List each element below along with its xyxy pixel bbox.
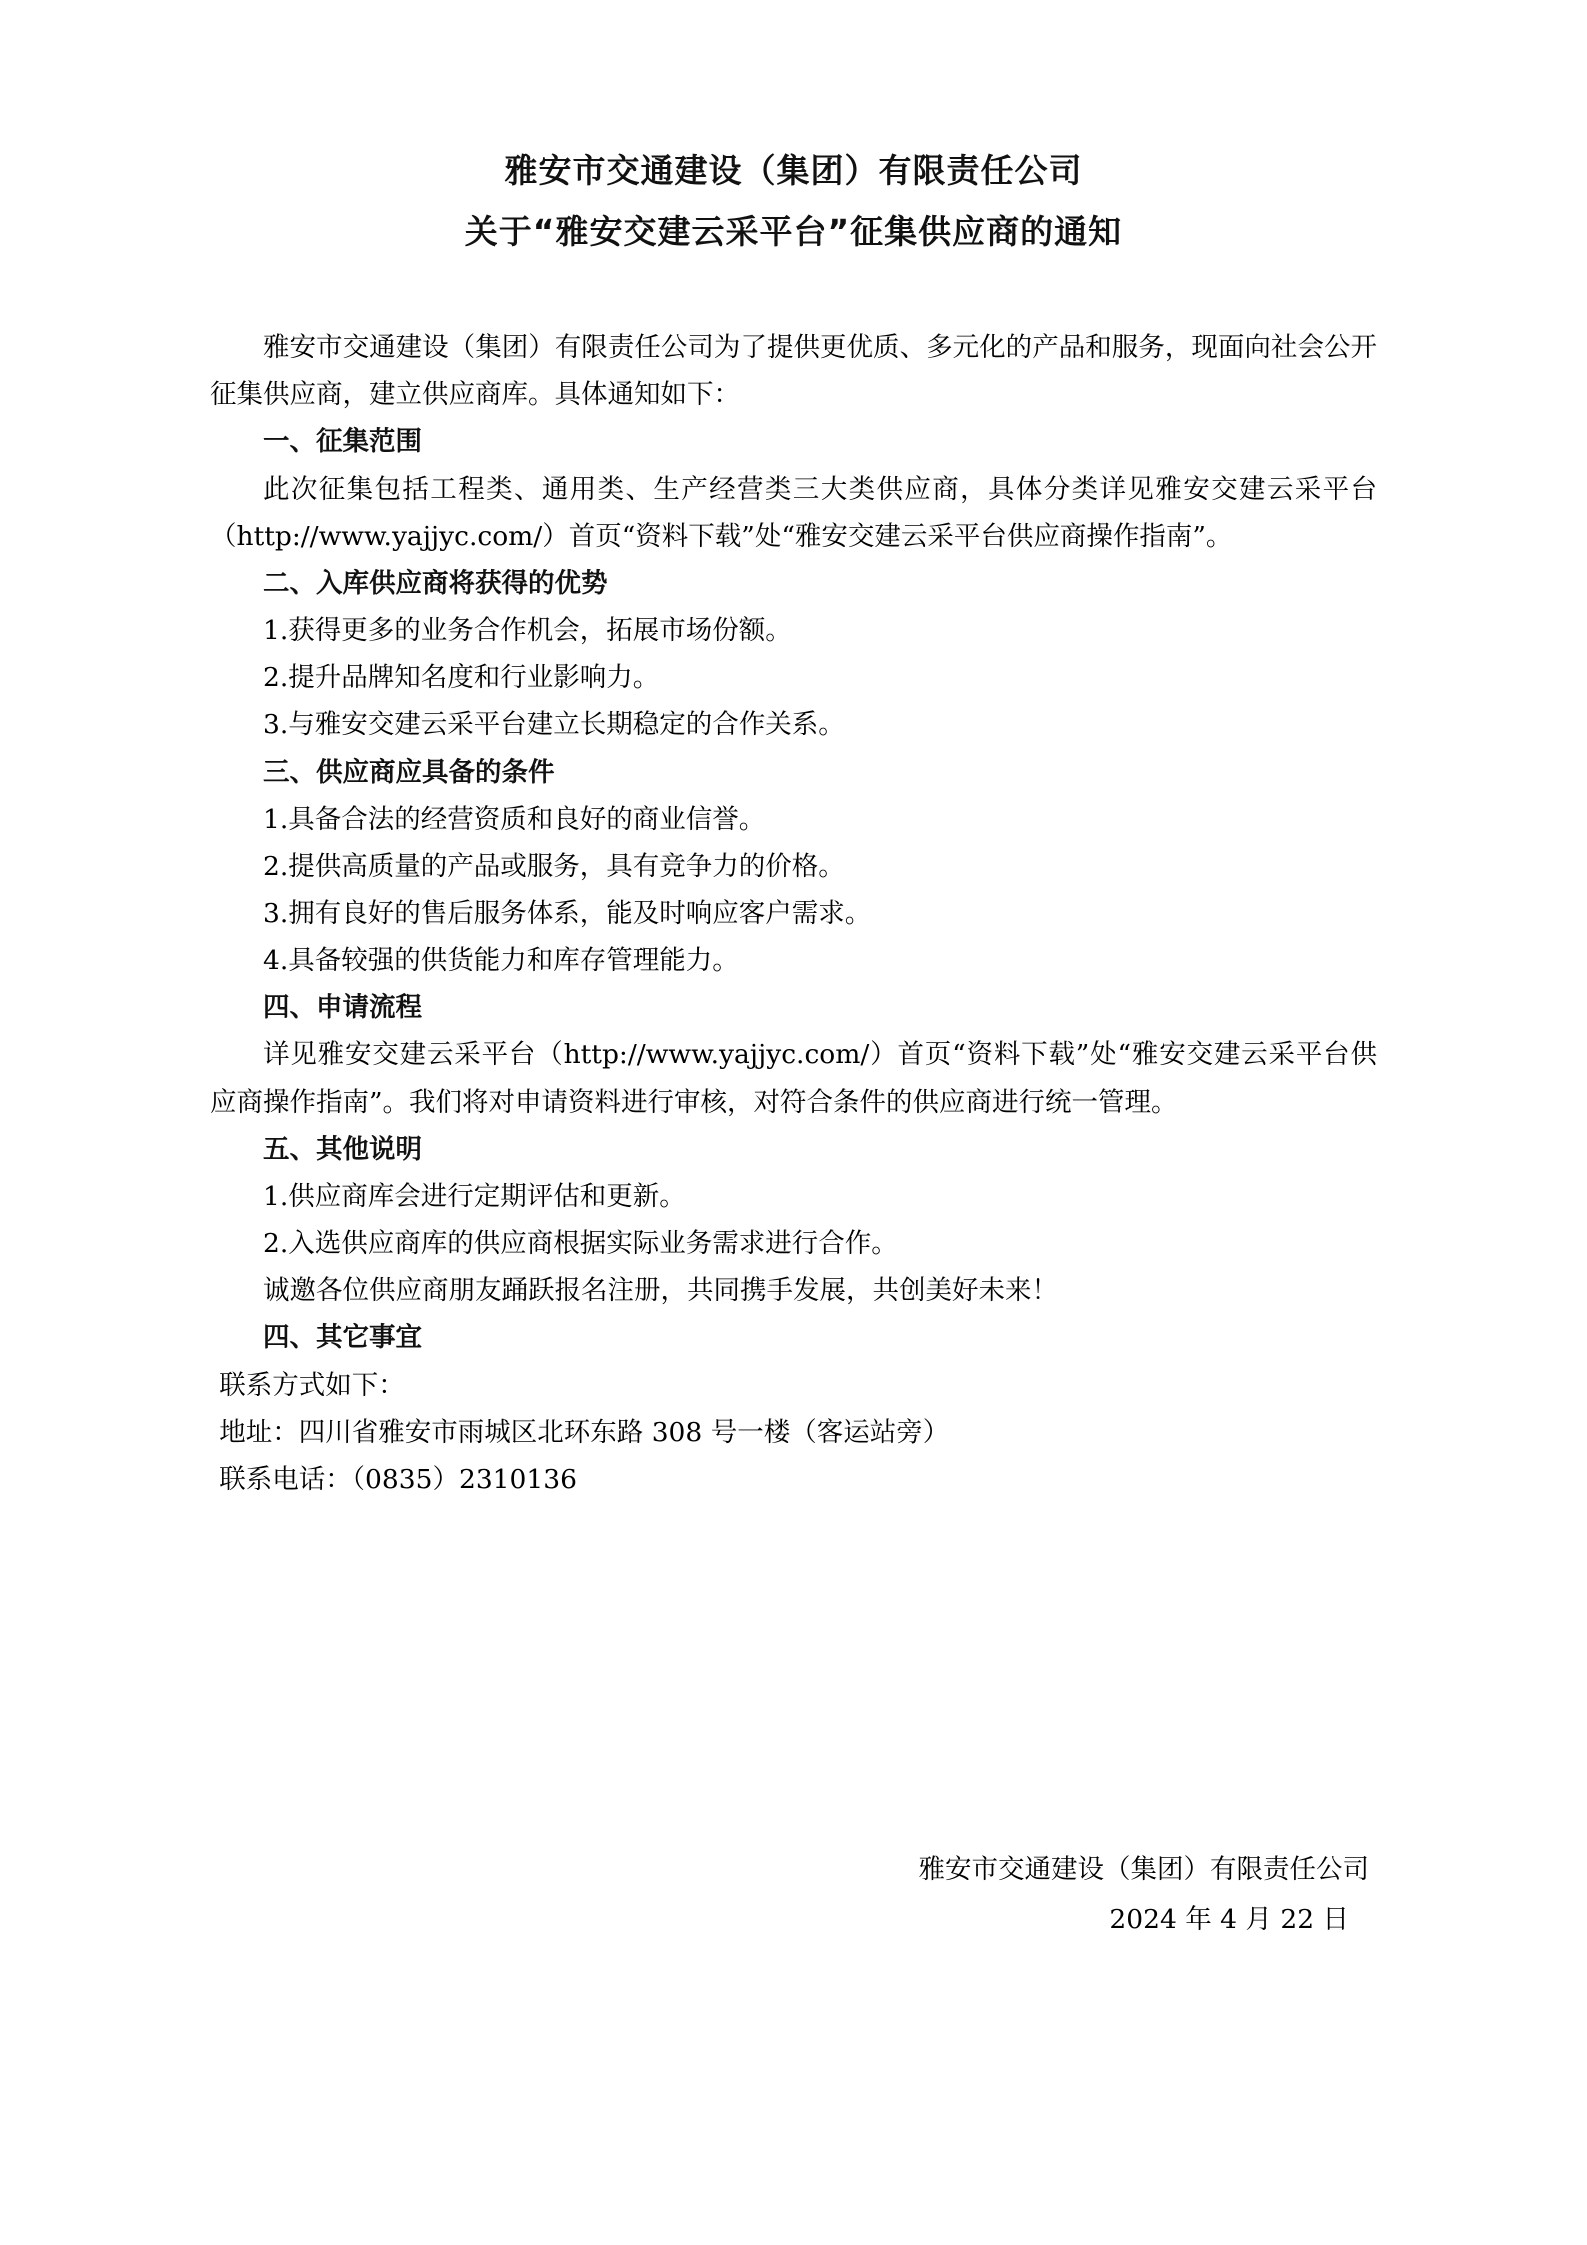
section-3-item-3: 3.拥有良好的售后服务体系，能及时响应客户需求。	[263, 897, 872, 929]
signature-organization: 雅安市交通建设（集团）有限责任公司	[918, 1854, 1369, 1885]
section-heading-5: 五、其他说明	[263, 1133, 422, 1165]
section-2-item-2: 2.提升品牌知名度和行业影响力。	[263, 662, 660, 694]
section-4-paragraph-1: 详见雅安交建云采平台（http://www.yajjyc.com/）首页“资料下载”处“雅安交建云采平台供应商操作指南”。我们将对申请资料进行审核，对符合条件的供应商进行统一管理。	[210, 1039, 1377, 1118]
section-1-paragraph-1: 此次征集包括工程类、通用类、生产经营类三大类供应商，具体分类详见雅安交建云采平台（http://www.yajjyc.com/）首页“资料下载”处“雅安交建云采平台供应商操作指南”。	[210, 473, 1377, 552]
document-body	[210, 324, 1377, 1503]
section-3-item-4: 4.具备较强的供货能力和库存管理能力。	[263, 945, 739, 977]
contact-address: 地址：四川省雅安市雨城区北环东路 308 号一楼（客运站旁）	[219, 1416, 950, 1448]
section-heading-6: 四、其它事宜	[263, 1322, 422, 1354]
section-5-invitation: 诚邀各位供应商朋友踊跃报名注册，共同携手发展，共创美好未来！	[263, 1275, 1058, 1307]
document-title	[210, 140, 1377, 262]
section-5-item-2: 2.入选供应商库的供应商根据实际业务需求进行合作。	[263, 1228, 898, 1260]
section-heading-2: 二、入库供应商将获得的优势	[263, 567, 608, 599]
section-3-item-1: 1.具备合法的经营资质和良好的商业信誉。	[263, 803, 766, 835]
section-3-item-2: 2.提供高质量的产品或服务，具有竞争力的价格。	[263, 850, 845, 882]
signature-block	[210, 1845, 1377, 1946]
title-line-1: 雅安市交通建设（集团）有限责任公司	[504, 151, 1083, 190]
section-heading-3: 三、供应商应具备的条件	[263, 756, 555, 788]
signature-date: 2024 年 4 月 22 日	[1109, 1904, 1349, 1936]
section-2-item-3: 3.与雅安交建云采平台建立长期稳定的合作关系。	[263, 709, 845, 741]
section-heading-1: 一、征集范围	[263, 426, 422, 458]
section-5-item-1: 1.供应商库会进行定期评估和更新。	[263, 1180, 686, 1212]
section-2-item-1: 1.获得更多的业务合作机会，拓展市场份额。	[263, 615, 792, 647]
contact-intro: 联系方式如下：	[219, 1369, 405, 1401]
intro-paragraph: 雅安市交通建设（集团）有限责任公司为了提供更优质、多元化的产品和服务，现面向社会公开征集供应商，建立供应商库。具体通知如下：	[210, 332, 1377, 411]
section-heading-4: 四、申请流程	[263, 992, 422, 1024]
contact-phone: 联系电话：（0835）2310136	[219, 1463, 577, 1495]
title-line-2: 关于“雅安交建云采平台”征集供应商的通知	[464, 212, 1123, 252]
